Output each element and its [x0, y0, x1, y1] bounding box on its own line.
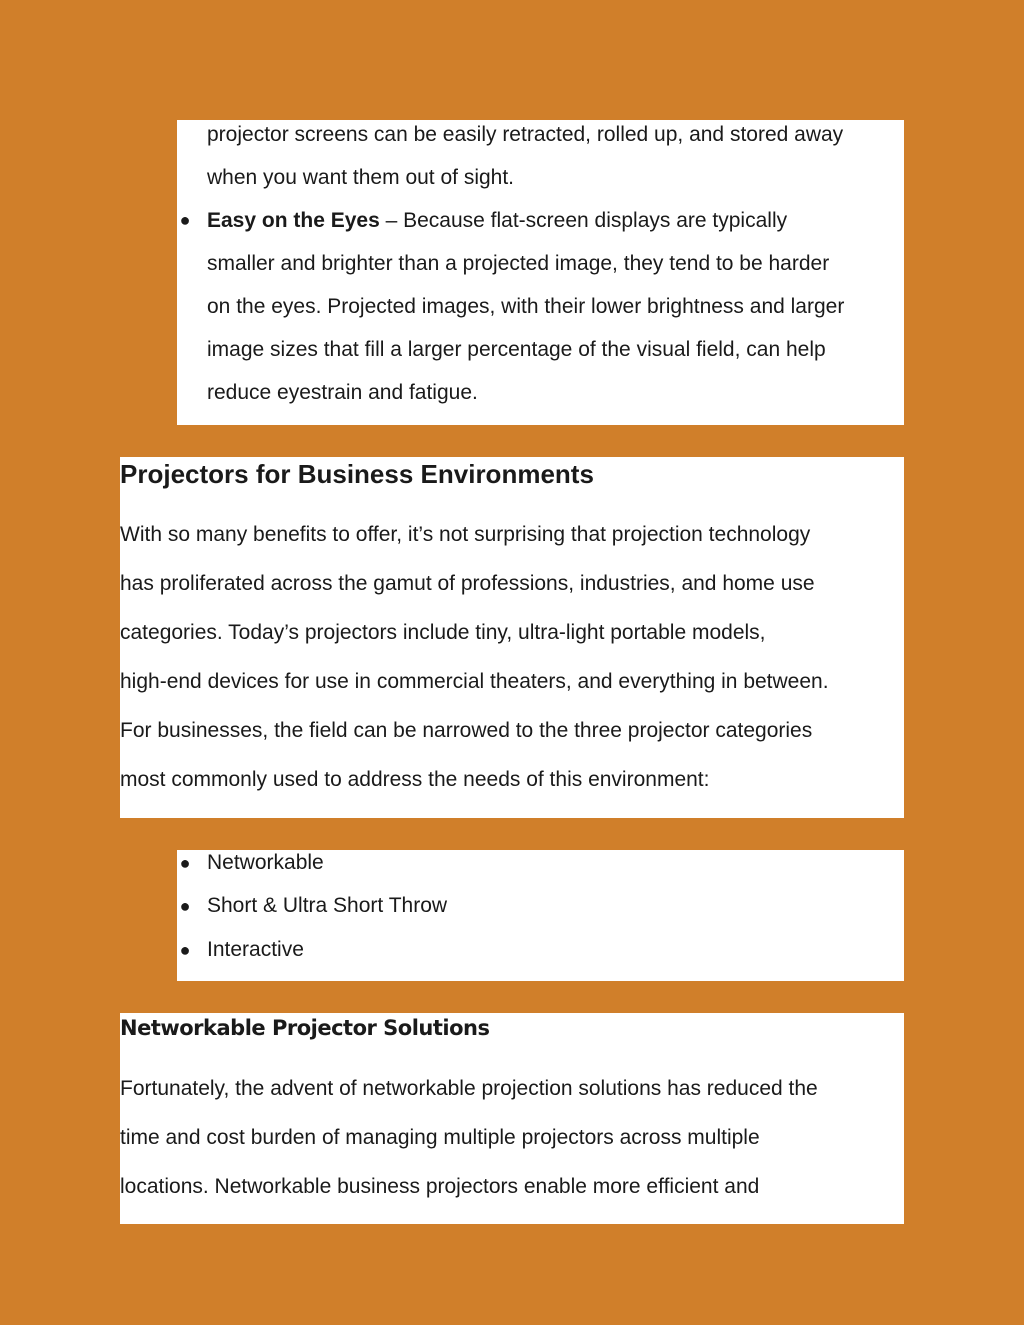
list-item: [177, 935, 904, 965]
list-item-label: Short & Ultra Short Throw: [207, 894, 448, 917]
list-item-label: Interactive: [207, 938, 304, 961]
text-line: smaller and brighter than a projected image, they tend to be harder: [207, 252, 830, 275]
benefits-list-continued: [177, 120, 904, 425]
paragraph-line: high-end devices for use in commercial theaters, and everything in between.: [120, 670, 829, 693]
bullet-icon: ●: [179, 853, 191, 873]
bullet-icon: ●: [179, 210, 191, 230]
business-section: [120, 457, 904, 818]
list-item: [177, 848, 904, 878]
bullet-term: Easy on the Eyes: [207, 209, 380, 232]
section-heading: Projectors for Business Environments: [120, 459, 594, 489]
text-line: projector screens can be easily retracted, rolled up, and stored away: [207, 123, 844, 146]
text-line: [207, 199, 787, 242]
section-subheading: Networkable Projector Solutions: [120, 1016, 490, 1040]
text-line: when you want them out of sight.: [207, 166, 515, 189]
paragraph-line: For businesses, the field can be narrowed to the three projector categories: [120, 719, 813, 742]
list-item-label: Networkable: [207, 851, 324, 874]
paragraph-line: has proliferated across the gamut of professions, industries, and home use: [120, 572, 815, 595]
paragraph-line: locations. Networkable business projectors enable more efficient and: [120, 1175, 760, 1198]
paragraph-line: time and cost burden of managing multiple projectors across multiple: [120, 1126, 760, 1149]
paragraph-line: most commonly used to address the needs of this environment:: [120, 768, 710, 791]
list-item: [177, 891, 904, 921]
text-line: image sizes that fill a larger percentage of the visual field, can help: [207, 338, 826, 361]
paragraph-line: Fortunately, the advent of networkable projection solutions has reduced the: [120, 1077, 818, 1100]
text-line: reduce eyestrain and fatigue.: [207, 381, 478, 404]
paragraph-line: With so many benefits to offer, it’s not surprising that projection technology: [120, 523, 811, 546]
bullet-text: – Because flat-screen displays are typically: [379, 209, 788, 232]
networkable-section: [120, 1013, 904, 1224]
bullet-icon: ●: [179, 940, 191, 960]
bullet-icon: ●: [179, 896, 191, 916]
paragraph-line: categories. Today’s projectors include tiny, ultra-light portable models,: [120, 621, 766, 644]
text-line: on the eyes. Projected images, with their lower brightness and larger: [207, 295, 845, 318]
projector-categories-list: [177, 850, 904, 981]
